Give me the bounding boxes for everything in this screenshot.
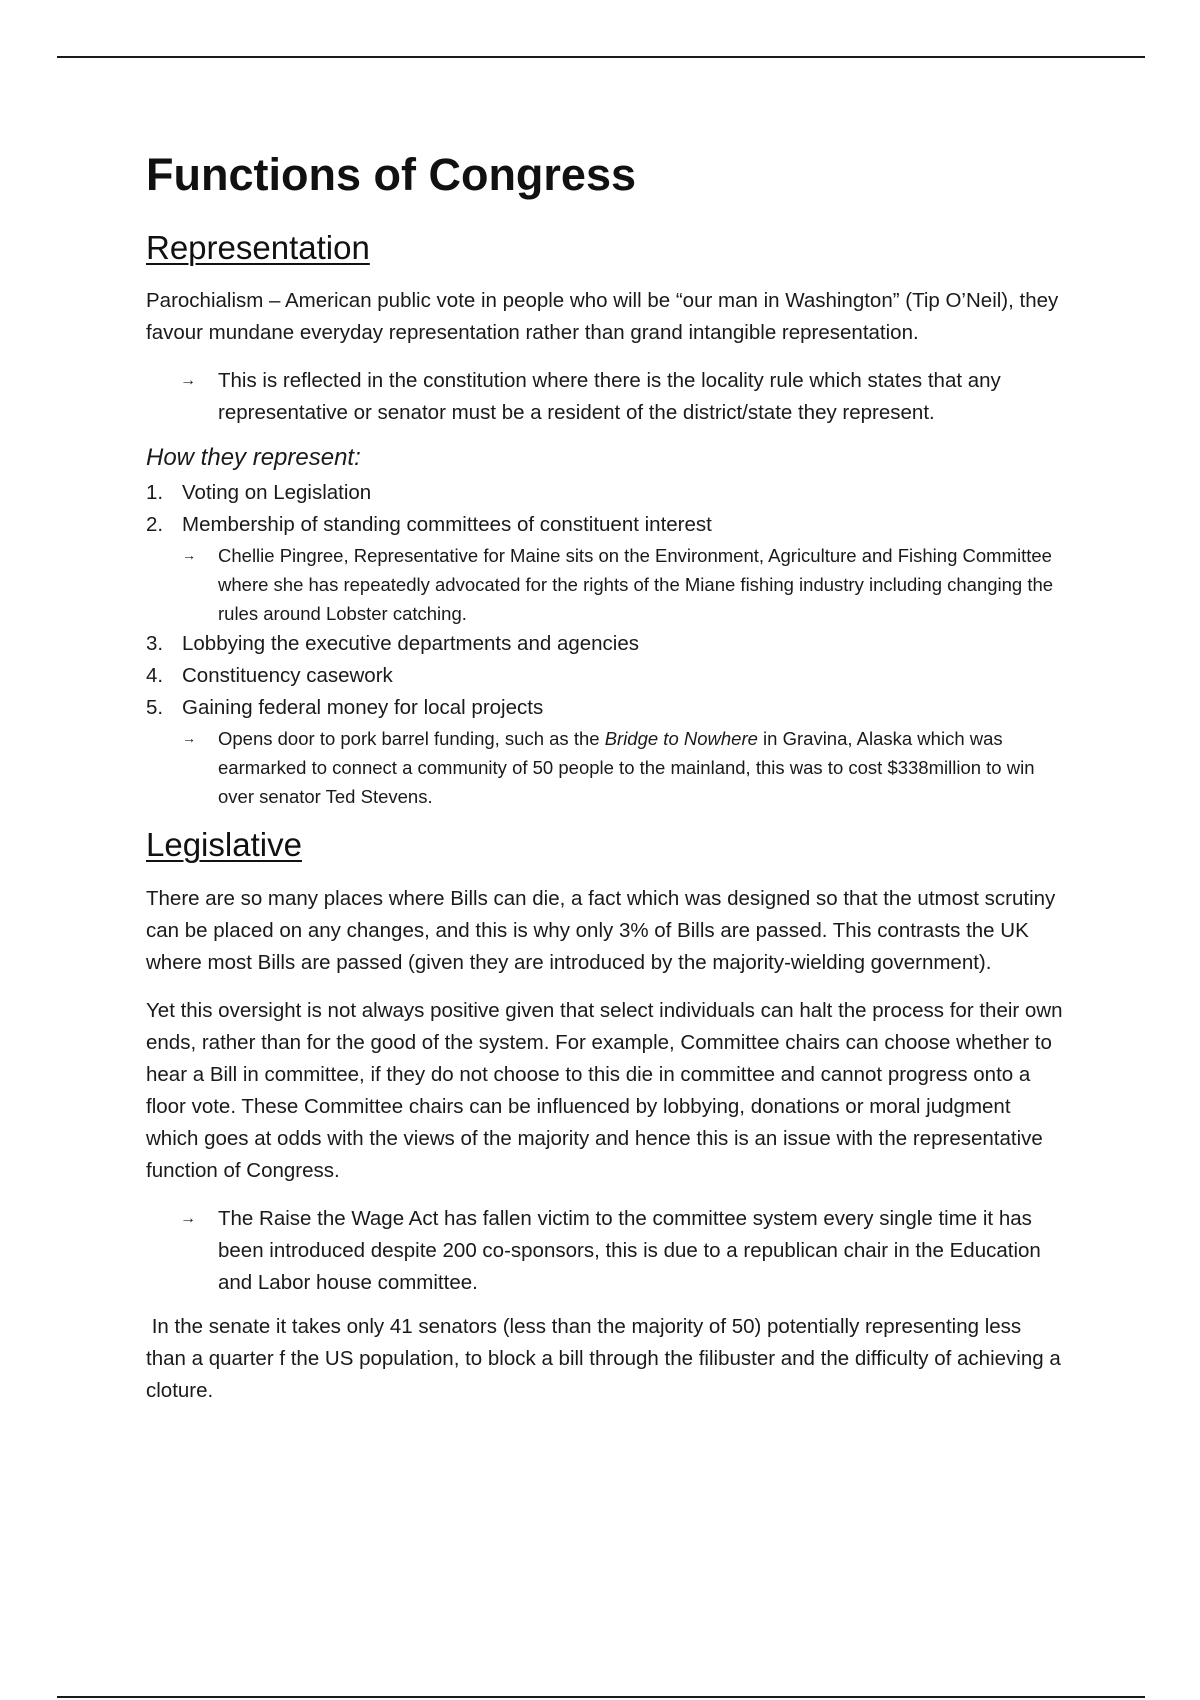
list-item: 4. Constituency casework — [146, 664, 393, 688]
paragraph-bills-die: There are so many places where Bills can die, a fact which was designed so that the utmost scrutiny can be placed on any changes, and this is why only 3% of Bills are passed. This contrasts the UK where most Bills are passed (given they are introduced by the majority-wielding government). — [146, 886, 1056, 974]
list-item: 1. Voting on Legislation — [146, 481, 372, 505]
bullet-locality-rule — [146, 365, 1066, 429]
subheading-how-they-represent: How they represent: — [146, 444, 361, 472]
arrow-icon: → — [180, 372, 196, 390]
list-item: 2. Membership of standing committees of constituent interest — [146, 513, 712, 537]
top-rule — [57, 56, 1145, 58]
arrow-icon: → — [182, 547, 196, 564]
paragraph-parochialism: Parochialism – American public vote in people who will be “our man in Washington” (Tip O’Neil), they favour mundane everyday representation rather than grand intangible representation. — [146, 289, 1059, 345]
section-heading-legislative: Legislative — [146, 826, 302, 864]
sub-bullet-bridge-to-nowhere — [146, 724, 1066, 811]
arrow-icon: → — [182, 730, 196, 747]
bullet-raise-the-wage — [146, 1203, 1066, 1299]
list-item: 5. Gaining federal money for local projects — [146, 696, 544, 720]
bullet-text: The Raise the Wage Act has fallen victim to the committee system every single time it has been introduced despite 200 co-sponsors, this is due to a republican chair in the Education and Labor house committee. — [218, 1206, 1041, 1294]
sub-bullet-pingree — [146, 541, 1066, 628]
bottom-rule — [57, 1696, 1145, 1698]
document-page — [146, 150, 1066, 1423]
page-title: Functions of Congress — [146, 149, 637, 200]
paragraph-oversight: Yet this oversight is not always positive given that select individuals can halt the process for their own ends, rather than for the good of the system. For example, Committee chairs can choose whether to hear a Bill in committee, if they do not choose to this die in committee and cannot progress onto a floor vote. These Committee chairs can be influenced by lobbying, donations or moral judgment which goes at odds with the views of the majority and hence this is an issue with the representative function of Congress. — [146, 998, 1063, 1182]
bullet-text: This is reflected in the constitution where there is the locality rule which states that any representative or senator must be a resident of the district/state they represent. — [218, 369, 1001, 425]
sub-bullet-text: Chellie Pingree, Representative for Maine sits on the Environment, Agriculture and Fishing Committee where she has repeatedly advocated for the rights of the Miane fishing industry including changing the rules around Lobster catching. — [218, 545, 1054, 625]
section-heading-representation: Representation — [146, 228, 370, 266]
sub-bullet-text: Opens door to pork barrel funding, such as the Bridge to Nowhere in Gravina, Alaska which was earmarked to connect a community of 50 people to the mainland, this was to cost $338million to win over senator Ted Stevens. — [218, 728, 1035, 808]
arrow-icon: → — [180, 1209, 196, 1227]
list-item: 3. Lobbying the executive departments and agencies — [146, 632, 640, 656]
paragraph-filibuster: In the senate it takes only 41 senators (less than the majority of 50) potentially representing less than a quarter f the US population, to block a bill through the filibuster and the difficulty of achieving a cloture. — [146, 1314, 1067, 1402]
